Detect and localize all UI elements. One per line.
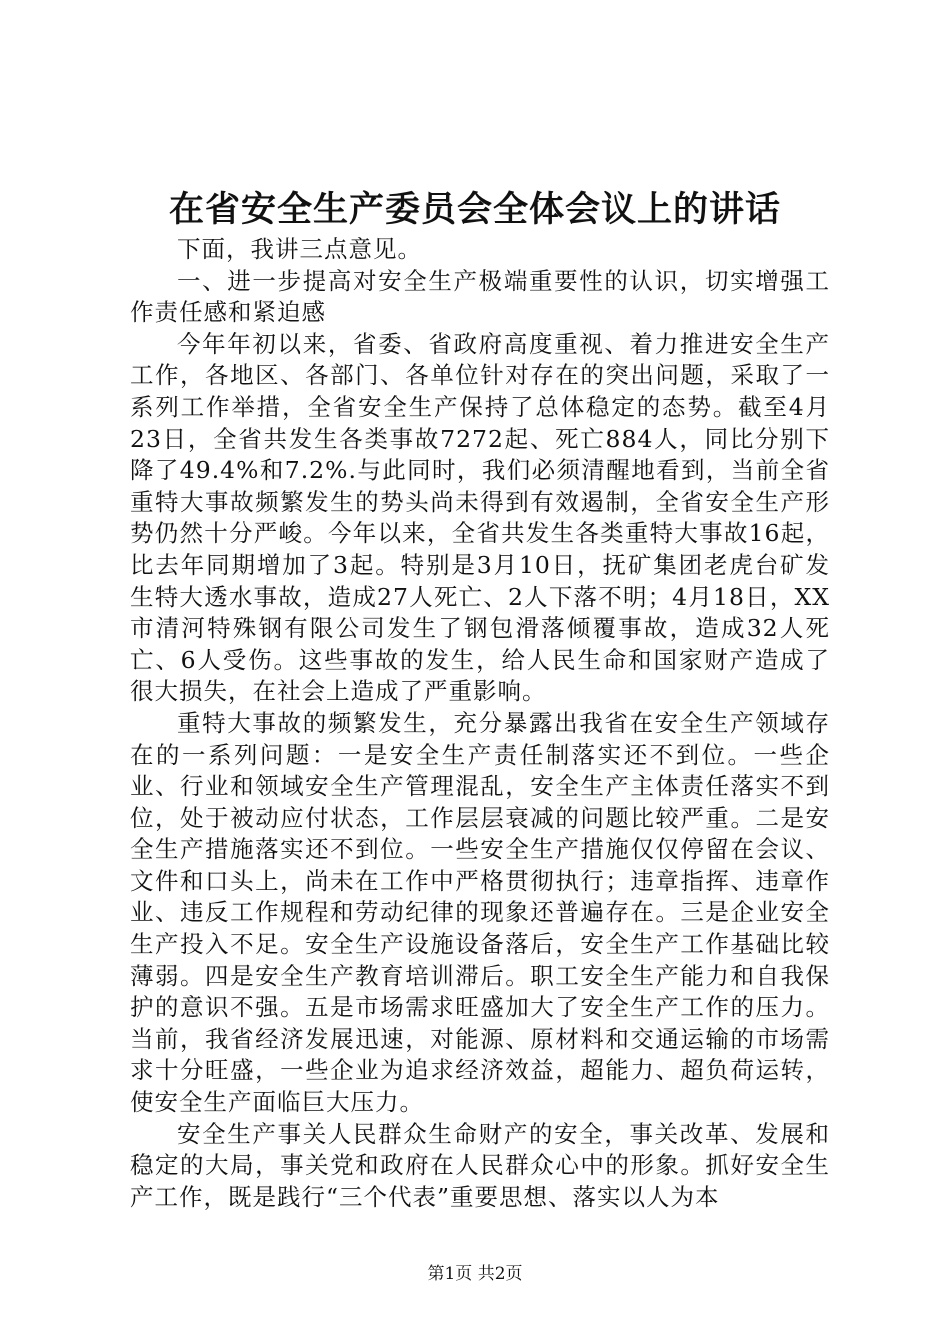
paragraph-situation: 今年年初以来，省委、省政府高度重视、着力推进安全生产工作，各地区、各部门、各单位针对存在的突出问题，采取了一系列工作举措，全省安全生产保持了总体稳定的态势。截至4月23日，全省共发生各类事故7272起、死亡884人，同比分别下降了49.4%和7.2%.与此同时，我们必须清醒地看到，当前全省重特大事故频繁发生的势头尚未得到有效遏制，全省安全生产形势仍然十分严峻。今年以来，全省共发生各类重特大事故16起，比去年同期增加了3起。特别是3月10日，抚矿集团老虎台矿发生特大透水事故，造成27人死亡、2人下落不明；4月18日，XX市清河特殊钢有限公司发生了钢包滑落倾覆事故，造成32人死亡、6人受伤。这些事故的发生，给人民生命和国家财产造成了很大损失，在社会上造成了严重影响。	[130, 329, 830, 706]
paragraph-problems: 重特大事故的频繁发生，充分暴露出我省在安全生产领域存在的一系列问题：一是安全生产责任制落实还不到位。一些企业、行业和领域安全生产管理混乱，安全生产主体责任落实不到位，处于被动应付状态，工作层层衰减的问题比较严重。二是安全生产措施落实还不到位。一些安全生产措施仅仅停留在会议、文件和口头上，尚未在工作中严格贯彻执行；违章指挥、违章作业、违反工作规程和劳动纪律的现象还普遍存在。三是企业安全生产投入不足。安全生产设施设备落后，安全生产工作基础比较薄弱。四是安全生产教育培训滞后。职工安全生产能力和自我保护的意识不强。五是市场需求旺盛加大了安全生产工作的压力。当前，我省经济发展迅速，对能源、原材料和交通运输的市场需求十分旺盛，一些企业为追求经济效益，超能力、超负荷运转，使安全生产面临巨大压力。	[130, 708, 830, 1117]
section-heading-1: 一、进一步提高对安全生产极端重要性的认识，切实增强工作责任感和紧迫感	[130, 266, 830, 327]
document-title: 在省安全生产委员会全体会议上的讲话	[168, 189, 781, 230]
paragraph-importance: 安全生产事关人民群众生命财产的安全，事关改革、发展和稳定的大局，事关党和政府在人民群众心中的形象。抓好安全生产工作，既是践行“三个代表”重要思想、落实以人为本	[130, 1119, 830, 1211]
page-number-footer: 第1页 共2页	[427, 1264, 523, 1284]
paragraph-intro: 下面，我讲三点意见。	[177, 235, 422, 263]
document-body	[130, 234, 830, 1213]
